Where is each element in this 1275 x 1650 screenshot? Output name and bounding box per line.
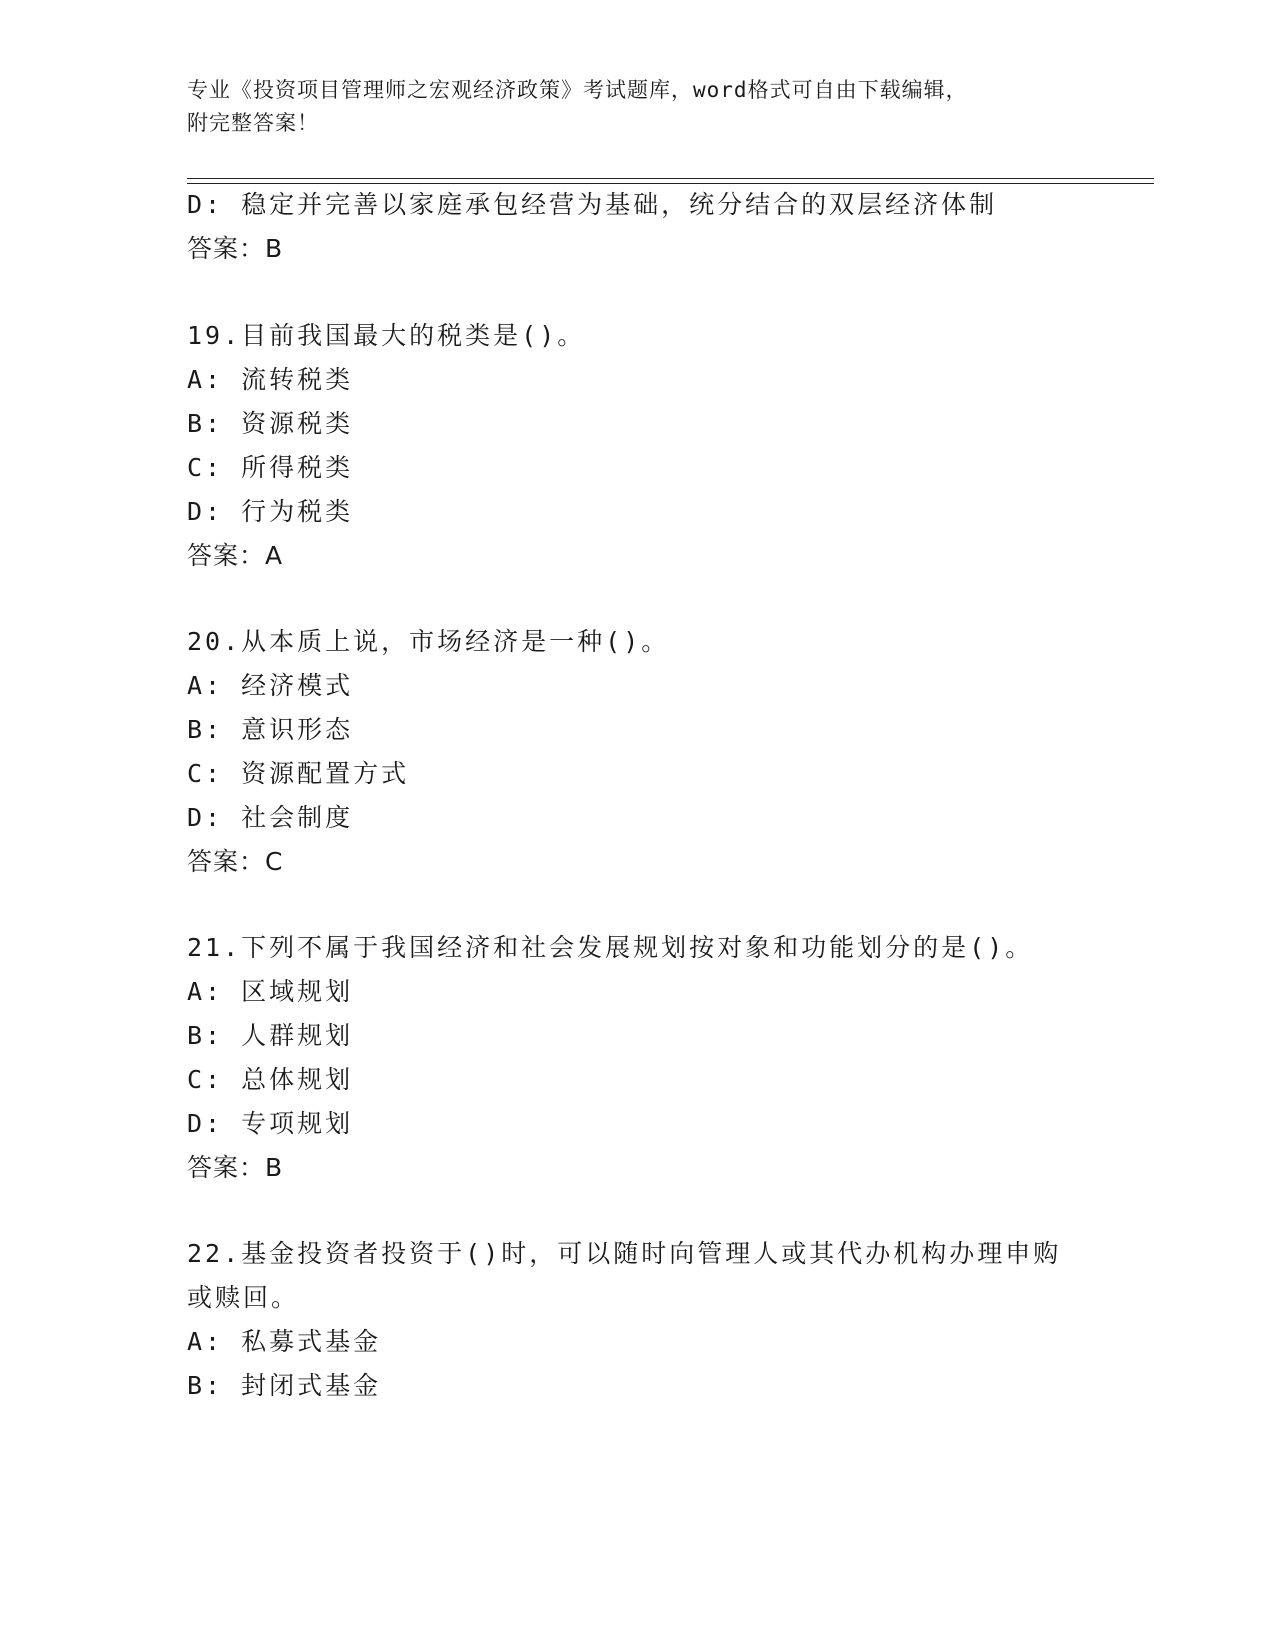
question-19-option-b: B: 资源税类 [187,409,354,438]
header-line-2: 附完整答案！ [187,111,319,135]
question-22-stem-line-2: 或赎回。 [187,1283,300,1312]
question-21-stem: 21.下列不属于我国经济和社会发展规划按对象和功能划分的是()。 [187,933,1034,962]
question-21-option-c: C: 总体规划 [187,1065,354,1094]
prev-answer: 答案：B [187,234,284,263]
question-20-stem: 20.从本质上说，市场经济是一种()。 [187,627,670,656]
header-divider-bottom [187,183,1154,184]
question-20-option-c: C: 资源配置方式 [187,759,410,788]
question-20-option-a: A: 经济模式 [187,671,354,700]
question-19-option-c: C: 所得税类 [187,453,354,482]
question-19-option-d: D: 行为税类 [187,497,354,526]
question-20-option-d: D: 社会制度 [187,803,354,832]
question-22-option-b: B: 封闭式基金 [187,1371,382,1400]
question-22-option-a: A: 私募式基金 [187,1327,382,1356]
question-19-option-a: A: 流转税类 [187,365,354,394]
document-header [187,74,1107,140]
header-line-1: 专业《投资项目管理师之宏观经济政策》考试题库，word格式可自由下载编辑， [187,78,968,102]
question-21-answer: 答案：B [187,1153,284,1182]
question-20-answer: 答案：C [187,847,284,876]
question-20-option-b: B: 意识形态 [187,715,354,744]
question-19-answer: 答案：A [187,541,284,570]
question-22-stem-line-1: 22.基金投资者投资于()时，可以随时向管理人或其代办机构办理申购 [187,1239,1062,1268]
question-21-option-d: D: 专项规划 [187,1109,354,1138]
question-19-stem: 19.目前我国最大的税类是()。 [187,321,586,350]
question-21-option-a: A: 区域规划 [187,977,354,1006]
header-divider-top [187,178,1154,179]
prev-option-d: D: 稳定并完善以家庭承包经营为基础，统分结合的双层经济体制 [187,190,998,219]
question-21-option-b: B: 人群规划 [187,1021,354,1050]
